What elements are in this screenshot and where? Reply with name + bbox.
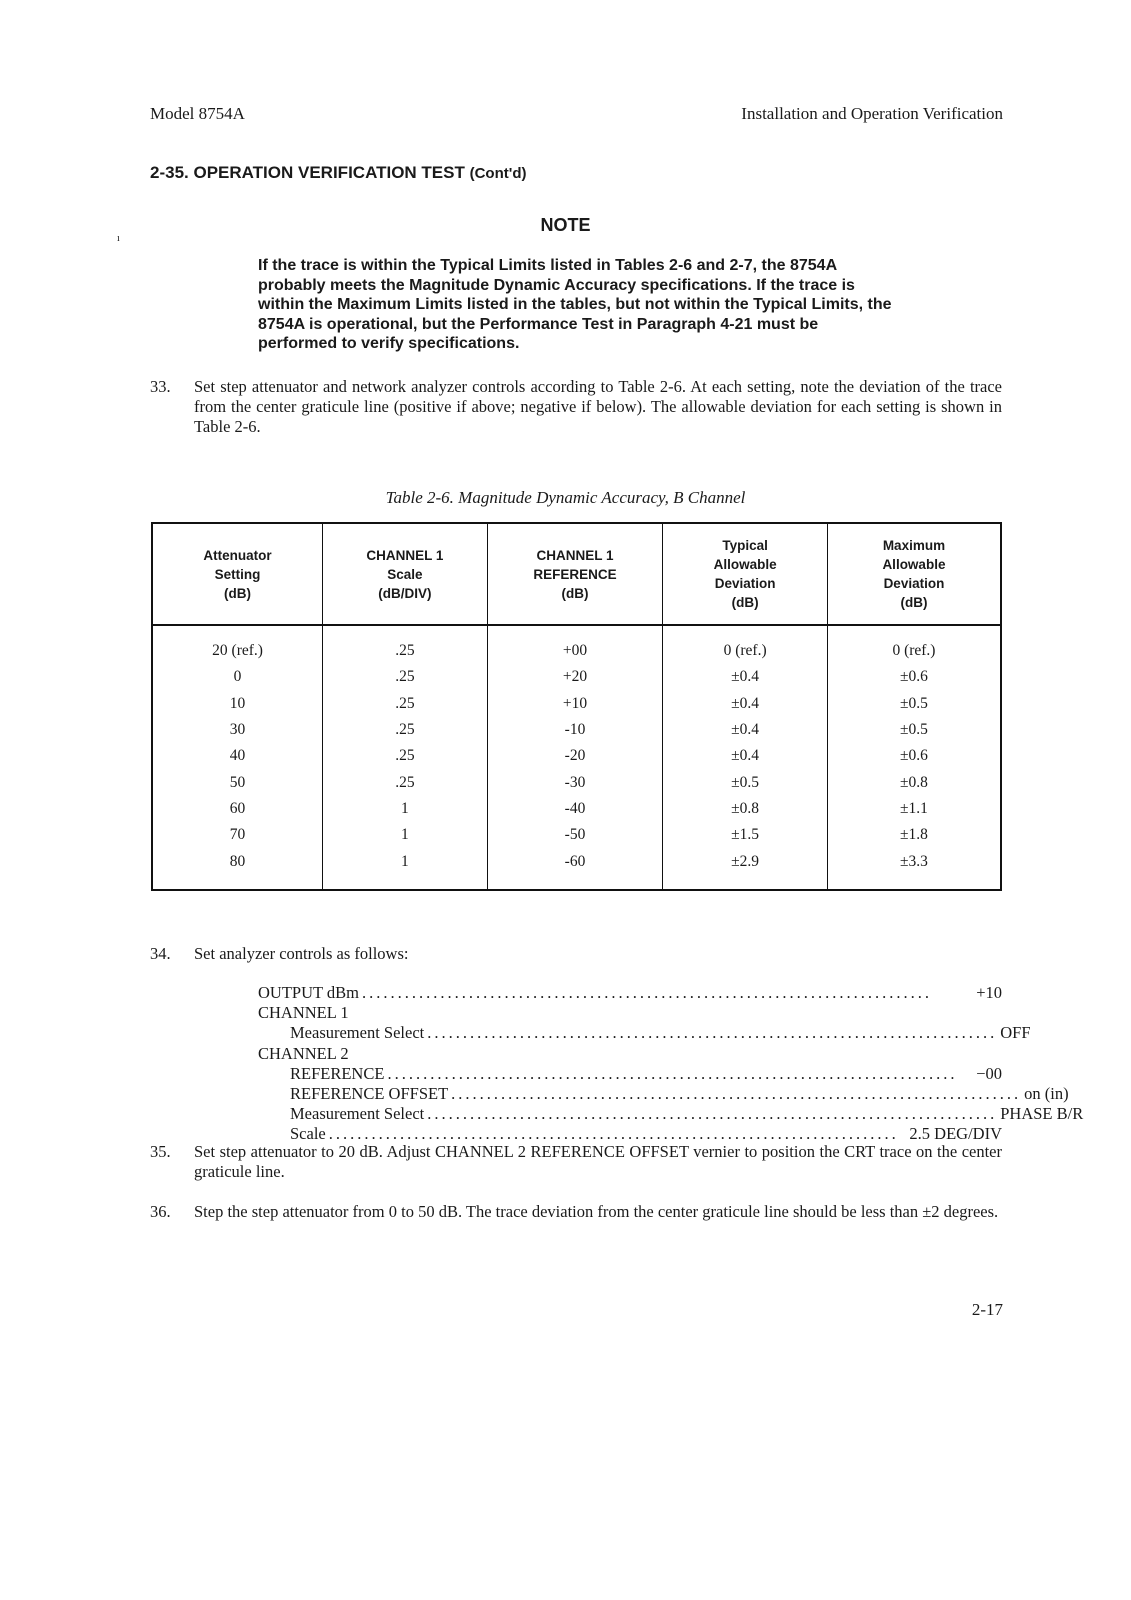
table-cell: 0 (152, 664, 323, 690)
table-cell: +00 (487, 625, 663, 664)
table-cell: 10 (152, 691, 323, 717)
step-34 (150, 944, 1002, 966)
column-header-line: CHANNEL 1 (536, 547, 614, 563)
column-header-line: (dB) (731, 595, 759, 610)
leader-dots: ................................................................................ (387, 1063, 958, 1083)
leader-dots: ................................................................................ (362, 983, 932, 1002)
column-header-line: CHANNEL 1 (366, 547, 444, 563)
setting-value: on (in) (1024, 1084, 1069, 1104)
setting-value: +10 (976, 983, 1002, 1002)
column-header-line: Typical (722, 538, 768, 553)
table-row (152, 664, 1001, 690)
setting-row (258, 1064, 1002, 1084)
setting-value: −00 (976, 1063, 1002, 1083)
table-cell: ±1.5 (663, 822, 828, 848)
table-cell: ±0.4 (663, 664, 828, 690)
setting-label: REFERENCE OFFSET (290, 1084, 449, 1104)
table-cell: ±0.5 (663, 769, 828, 795)
column-header-line: Deviation (714, 576, 776, 591)
step-number: 36. (150, 1202, 171, 1221)
table-cell: ±0.4 (663, 691, 828, 717)
step-text: Set step attenuator and network analyzer controls according to Table 2-6. At each setting, note the deviation of the trace from the center graticule line (positive if above; negative if below). The allowable deviation for each setting is shown in Table 2-6. (194, 377, 1002, 436)
column-header-line: REFERENCE (533, 566, 617, 582)
setting-label: OUTPUT dBm (258, 983, 359, 1002)
note-text: If the trace is within the Typical Limits listed in Tables 2-6 and 2-7, the 8754A probably meets the Magnitude Dynamic Accuracy specifications. If the trace is within the Maximum Limits listed in the tables, but not within the Typical Limits, the 8754A is operational, but the Performance Test in Paragraph 4-21 must be performed to verify specifications. (258, 257, 892, 352)
setting-label: Measurement Select (290, 1104, 425, 1124)
table-cell: .25 (323, 769, 488, 795)
accuracy-table (151, 522, 1002, 891)
column-header-line: Allowable (713, 557, 777, 572)
setting-label: Measurement Select (290, 1023, 425, 1043)
column-header-line: Maximum (882, 538, 946, 553)
leader-dots: ................................................................................ (427, 1104, 998, 1124)
table-row (152, 822, 1001, 848)
table-cell: ±0.5 (827, 717, 1001, 743)
step-35 (150, 1142, 1002, 1184)
section-number: 2-35. (150, 163, 189, 182)
table-body (152, 625, 1001, 890)
step-33 (150, 377, 1002, 439)
column-header (487, 523, 663, 625)
table-cell: 80 (152, 848, 323, 889)
table-cell: ±3.3 (827, 848, 1001, 889)
leader-dots: ................................................................................ (328, 1124, 899, 1144)
step-36 (150, 1202, 1002, 1244)
column-header-line: Allowable (882, 557, 946, 572)
setting-row (258, 1104, 1084, 1124)
table-cell: -40 (487, 796, 663, 822)
setting-label: CHANNEL 1 (258, 1003, 349, 1023)
setting-row (258, 1044, 1002, 1064)
header-model: Model 8754A (150, 104, 245, 123)
step-number: 35. (150, 1142, 171, 1161)
table-row (152, 743, 1001, 769)
table-cell: ±1.8 (827, 822, 1001, 848)
column-header (827, 523, 1001, 625)
table-caption: Table 2-6. Magnitude Dynamic Accuracy, B Channel (385, 488, 746, 507)
table-cell: 1 (323, 848, 488, 889)
table-cell: -20 (487, 743, 663, 769)
table-cell: -10 (487, 717, 663, 743)
step-text: Set analyzer controls as follows: (194, 944, 409, 963)
table-cell: 70 (152, 822, 323, 848)
table-row (152, 625, 1001, 664)
column-header-line: (dB) (561, 585, 589, 601)
table-cell: .25 (323, 717, 488, 743)
table-cell: ±1.1 (827, 796, 1001, 822)
step-number: 33. (150, 377, 171, 396)
page-number: 2-17 (971, 1300, 1003, 1319)
table-header (152, 523, 1001, 625)
table-cell: 0 (ref.) (663, 625, 828, 664)
table-cell: ±0.5 (827, 691, 1001, 717)
setting-row (258, 1023, 1031, 1043)
column-header-line: (dB) (900, 595, 928, 610)
table-cell: -60 (487, 848, 663, 889)
column-header (152, 523, 323, 625)
table-cell: 30 (152, 717, 323, 743)
table-row (152, 848, 1001, 889)
setting-value: OFF (1000, 1023, 1031, 1043)
column-header-line: Setting (214, 566, 261, 582)
table-cell: 0 (ref.) (827, 625, 1001, 664)
table-cell: 1 (323, 796, 488, 822)
column-header-line: (dB/DIV) (378, 585, 432, 601)
table-row (152, 717, 1001, 743)
setting-row (258, 983, 1002, 1003)
table-row (152, 769, 1001, 795)
table-row (152, 796, 1001, 822)
setting-label: REFERENCE (290, 1063, 385, 1083)
table-cell: 40 (152, 743, 323, 769)
table-cell: +20 (487, 664, 663, 690)
table-cell: .25 (323, 743, 488, 769)
table-cell: ±2.9 (663, 848, 828, 889)
setting-value: PHASE B/R (1000, 1104, 1084, 1124)
table-cell: +10 (487, 691, 663, 717)
setting-value: 2.5 DEG/DIV (909, 1124, 1002, 1144)
margin-mark: ı (117, 233, 120, 244)
note-title: NOTE (540, 215, 591, 235)
step-text: Set step attenuator to 20 dB. Adjust CHANNEL 2 REFERENCE OFFSET vernier to position the CRT trace on the center graticule line. (194, 1142, 1002, 1181)
leader-dots: ................................................................................ (427, 1023, 998, 1043)
table-row (152, 691, 1001, 717)
column-header (663, 523, 828, 625)
table-cell: ±0.4 (663, 743, 828, 769)
table-cell: ±0.4 (663, 717, 828, 743)
setting-row (258, 1003, 1002, 1023)
table-cell: ±0.6 (827, 664, 1001, 690)
section-heading (150, 163, 526, 183)
table-cell: ±0.8 (663, 796, 828, 822)
setting-row (258, 1084, 1069, 1104)
table-cell: -30 (487, 769, 663, 795)
table-cell: ±0.6 (827, 743, 1001, 769)
setting-label: CHANNEL 2 (258, 1043, 349, 1063)
section-title: OPERATION VERIFICATION TEST (193, 163, 465, 182)
setting-label: Scale (290, 1124, 326, 1144)
column-header-line: (dB) (224, 585, 252, 601)
table-cell: .25 (323, 691, 488, 717)
table-cell: ±0.8 (827, 769, 1001, 795)
column-header-line: Attenuator (203, 547, 272, 563)
step-text: Step the step attenuator from 0 to 50 dB. The trace deviation from the center graticule line should be less than ±2 degrees. (194, 1202, 999, 1221)
header-section-title: Installation and Operation Verification (741, 104, 1003, 123)
table-cell: 1 (323, 822, 488, 848)
table-cell: -50 (487, 822, 663, 848)
table-cell: .25 (323, 625, 488, 664)
step-number: 34. (150, 944, 171, 963)
column-header (323, 523, 488, 625)
table-cell: 60 (152, 796, 323, 822)
analyzer-settings-list (258, 983, 1084, 1145)
table-cell: .25 (323, 664, 488, 690)
column-header-line: Scale (387, 566, 423, 582)
table-cell: 50 (152, 769, 323, 795)
table-cell: 20 (ref.) (152, 625, 323, 664)
leader-dots: ................................................................................ (451, 1084, 1022, 1104)
section-suffix: (Cont'd) (469, 165, 527, 182)
column-header-line: Deviation (883, 576, 945, 591)
